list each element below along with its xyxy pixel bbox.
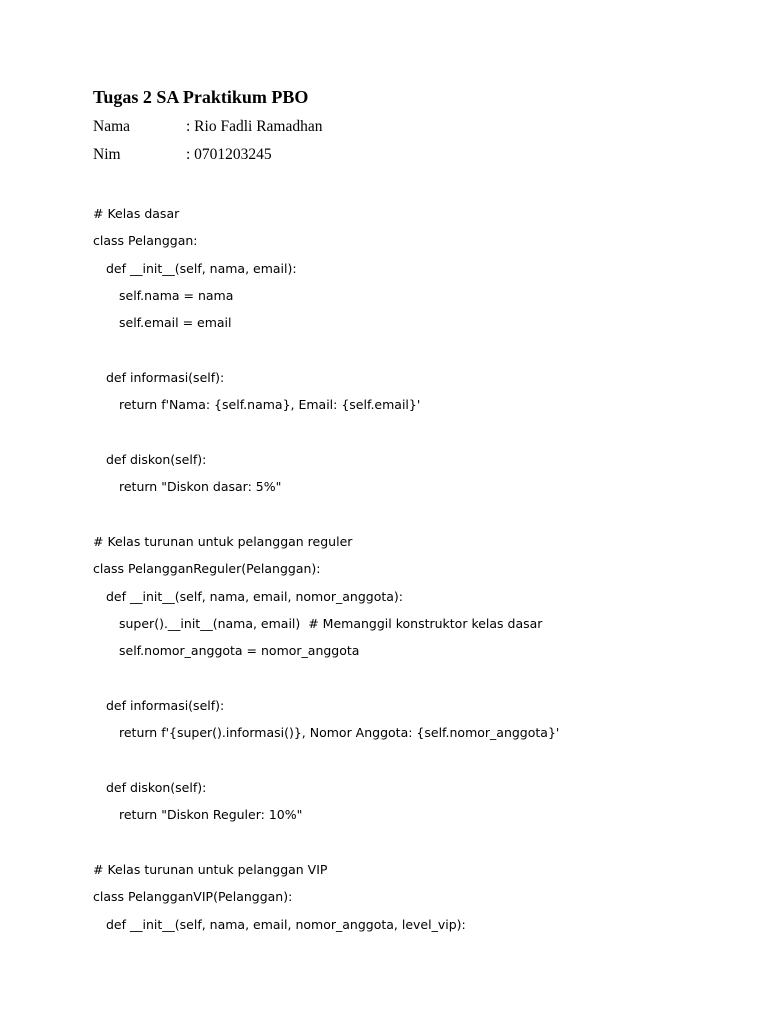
- code-line: self.email = email: [119, 315, 232, 331]
- field-label-nama: Nama: [93, 118, 131, 135]
- code-line: self.nama = nama: [119, 287, 234, 303]
- code-line: return f'Nama: {self.nama}, Email: {self.email}': [119, 397, 421, 413]
- code-line: class Pelanggan:: [93, 233, 198, 249]
- code-line: def informasi(self):: [106, 697, 225, 713]
- code-line: # Kelas turunan untuk pelanggan reguler: [93, 533, 353, 549]
- code-line: class PelangganVIP(Pelanggan):: [93, 889, 293, 905]
- field-value-nama: : Rio Fadli Ramadhan: [186, 118, 323, 135]
- code-line: # Kelas dasar: [93, 206, 180, 221]
- code-line: return f'{super().informasi()}, Nomor Anggota: {self.nomor_anggota}': [119, 725, 560, 741]
- field-label-nim: Nim: [93, 146, 121, 163]
- code-line: return "Diskon dasar: 5%": [119, 479, 282, 495]
- field-row-nim: [93, 145, 272, 165]
- code-line: [93, 829, 733, 856]
- code-line: def __init__(self, nama, email, nomor_anggota, level_vip):: [106, 916, 466, 932]
- code-line: [93, 419, 733, 446]
- code-line: return "Diskon Reguler: 10%": [119, 807, 303, 823]
- field-row-nama: [93, 117, 322, 137]
- document-title: Tugas 2 SA Praktikum PBO: [93, 87, 309, 107]
- code-line: super().__init__(nama, email) # Memanggil konstruktor kelas dasar: [119, 615, 543, 631]
- code-line: def __init__(self, nama, email, nomor_anggota):: [106, 588, 403, 604]
- code-line: def diskon(self):: [106, 779, 207, 795]
- field-value-nim: : 0701203245: [186, 146, 272, 163]
- code-line: def __init__(self, nama, email):: [106, 260, 297, 276]
- code-line: [93, 747, 733, 774]
- code-line: [93, 337, 733, 364]
- code-line: [93, 665, 733, 692]
- code-line: def diskon(self):: [106, 451, 207, 467]
- code-line: # Kelas turunan untuk pelanggan VIP: [93, 861, 328, 877]
- code-line: def informasi(self):: [106, 369, 225, 385]
- code-block: [93, 200, 733, 938]
- code-line: class PelangganReguler(Pelanggan):: [93, 561, 321, 577]
- code-line: [93, 501, 733, 528]
- code-line: self.nomor_anggota = nomor_anggota: [119, 643, 360, 659]
